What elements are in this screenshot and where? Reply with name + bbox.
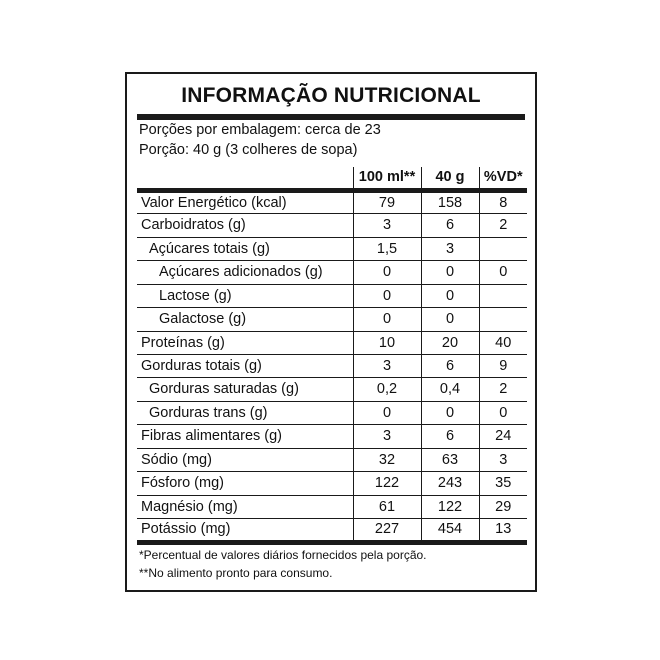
table-row <box>137 331 527 354</box>
value-per-100ml: 3 <box>353 214 421 237</box>
value-per-serving: 6 <box>421 355 479 378</box>
table-row <box>137 237 527 260</box>
nutrient-label: Proteínas (g) <box>137 331 353 354</box>
value-per-100ml: 32 <box>353 448 421 471</box>
nutrient-label: Galactose (g) <box>137 308 353 331</box>
value-per-serving: 3 <box>421 237 479 260</box>
value-per-serving: 243 <box>421 472 479 495</box>
value-per-100ml: 0 <box>353 284 421 307</box>
value-daily-percent: 3 <box>479 448 527 471</box>
nutrition-table <box>137 167 527 545</box>
table-header-row <box>137 167 527 190</box>
nutrient-label: Fibras alimentares (g) <box>137 425 353 448</box>
value-daily-percent: 0 <box>479 261 527 284</box>
nutrient-label: Açúcares totais (g) <box>137 237 353 260</box>
value-per-serving: 0 <box>421 308 479 331</box>
table-row <box>137 448 527 471</box>
table-row <box>137 495 527 518</box>
header-per-100ml: 100 ml** <box>353 167 421 190</box>
value-daily-percent: 2 <box>479 214 527 237</box>
table-row <box>137 214 527 237</box>
value-daily-percent: 0 <box>479 401 527 424</box>
table-row <box>137 472 527 495</box>
nutrient-label: Lactose (g) <box>137 284 353 307</box>
value-per-serving: 6 <box>421 214 479 237</box>
value-per-serving: 63 <box>421 448 479 471</box>
value-per-100ml: 0 <box>353 261 421 284</box>
table-row <box>137 261 527 284</box>
header-daily-value: %VD* <box>479 167 527 190</box>
nutrient-label: Açúcares adicionados (g) <box>137 261 353 284</box>
nutrient-label: Carboidratos (g) <box>137 214 353 237</box>
value-daily-percent: 29 <box>479 495 527 518</box>
header-per-serving: 40 g <box>421 167 479 190</box>
title-divider <box>137 114 525 120</box>
table-row <box>137 355 527 378</box>
value-per-serving: 122 <box>421 495 479 518</box>
value-per-serving: 0 <box>421 261 479 284</box>
nutrient-label: Magnésio (mg) <box>137 495 353 518</box>
nutrient-label: Valor Energético (kcal) <box>137 190 353 213</box>
nutrition-facts-panel <box>125 72 537 592</box>
nutrient-label: Potássio (mg) <box>137 519 353 542</box>
value-per-100ml: 0,2 <box>353 378 421 401</box>
value-daily-percent <box>479 237 527 260</box>
value-per-100ml: 227 <box>353 519 421 542</box>
value-daily-percent: 8 <box>479 190 527 213</box>
value-per-100ml: 1,5 <box>353 237 421 260</box>
value-daily-percent: 2 <box>479 378 527 401</box>
value-per-100ml: 79 <box>353 190 421 213</box>
table-row <box>137 425 527 448</box>
nutrient-label: Gorduras saturadas (g) <box>137 378 353 401</box>
footnote-ready-to-drink: **No alimento pronto para consumo. <box>139 566 333 580</box>
table-row <box>137 519 527 542</box>
table-body <box>137 190 527 542</box>
nutrient-label: Sódio (mg) <box>137 448 353 471</box>
value-per-100ml: 3 <box>353 425 421 448</box>
value-per-serving: 0 <box>421 401 479 424</box>
value-per-serving: 0,4 <box>421 378 479 401</box>
value-per-100ml: 61 <box>353 495 421 518</box>
value-per-100ml: 0 <box>353 401 421 424</box>
value-daily-percent: 24 <box>479 425 527 448</box>
value-per-100ml: 122 <box>353 472 421 495</box>
value-daily-percent: 35 <box>479 472 527 495</box>
value-per-100ml: 3 <box>353 355 421 378</box>
value-per-100ml: 10 <box>353 331 421 354</box>
value-daily-percent: 9 <box>479 355 527 378</box>
value-per-serving: 0 <box>421 284 479 307</box>
value-per-serving: 20 <box>421 331 479 354</box>
table-row <box>137 401 527 424</box>
nutrient-label: Fósforo (mg) <box>137 472 353 495</box>
serving-size: Porção: 40 g (3 colheres de sopa) <box>139 142 358 158</box>
servings-per-package: Porções por embalagem: cerca de 23 <box>139 122 381 138</box>
value-per-100ml: 0 <box>353 308 421 331</box>
value-daily-percent: 40 <box>479 331 527 354</box>
table-row <box>137 308 527 331</box>
value-per-serving: 454 <box>421 519 479 542</box>
nutrient-label: Gorduras trans (g) <box>137 401 353 424</box>
table-row <box>137 378 527 401</box>
value-per-serving: 6 <box>421 425 479 448</box>
table-row <box>137 284 527 307</box>
value-daily-percent <box>479 284 527 307</box>
nutrient-label: Gorduras totais (g) <box>137 355 353 378</box>
footnote-daily-value: *Percentual de valores diários fornecidos pela porção. <box>139 548 427 562</box>
value-per-serving: 158 <box>421 190 479 213</box>
table-row <box>137 190 527 213</box>
nutrition-title: INFORMAÇÃO NUTRICIONAL <box>181 84 481 107</box>
header-blank <box>137 167 353 190</box>
value-daily-percent: 13 <box>479 519 527 542</box>
value-daily-percent <box>479 308 527 331</box>
